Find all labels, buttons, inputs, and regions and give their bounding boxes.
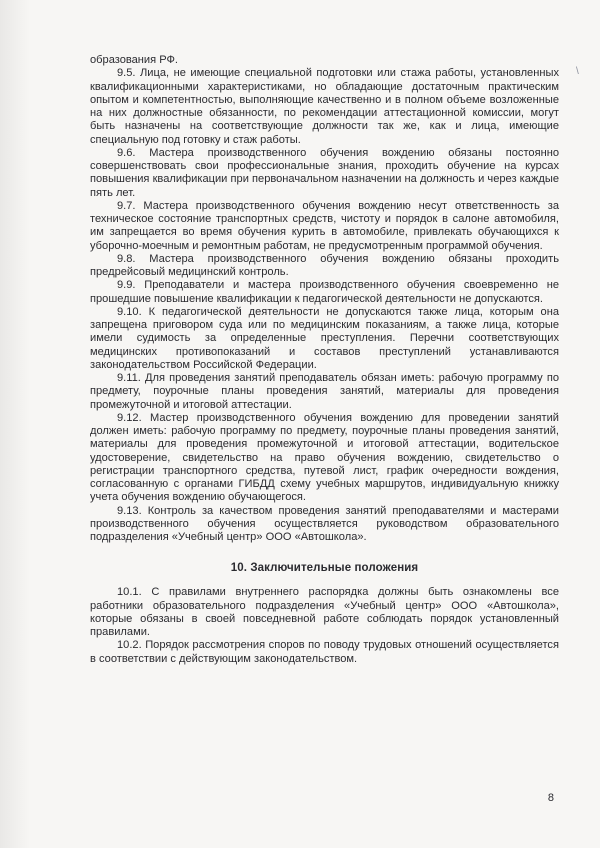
paragraph-9-7: 9.7. Мастера производственного обучения вождению несут ответственность за техническое состояние транспортных средств, чистоту и порядок в салоне автомобиля, им запрещается во время обучения курить в автомобиле, привлекать обучающихся к уборочно-моечным и ремонтным работам, не предусмотренным программой обучения.: [90, 199, 559, 252]
paragraph-9-13: 9.13. Контроль за качеством проведения занятий преподавателями и мастерами производственного обучения осуществляется руководством образовательного подразделения «Учебный центр» ООО «Автошкола».: [90, 504, 559, 543]
paragraph-10-2: 10.2. Порядок рассмотрения споров по поводу трудовых отношений осуществляется в соответствии с действующим законодательством.: [90, 639, 559, 665]
paragraph-9-8: 9.8. Мастера производственного обучения вождению обязаны проходить предрейсовый медицинский контроль.: [90, 252, 559, 278]
paragraph-9-9: 9.9. Преподаватели и мастера производственного обучения своевременно не прошедшие повышение квалификации к педагогической деятельности не допускаются.: [90, 279, 559, 305]
paragraph-10-1: 10.1. С правилами внутреннего распорядка должны быть ознакомлены все работники образовательного подразделения «Учебный центр» ООО «Автошкола», которые обязаны в своей повседневной работе соблюдать порядок установленный правилами.: [90, 586, 559, 638]
lead-line: образования РФ.: [90, 54, 179, 66]
page-number: 8: [547, 792, 554, 804]
paragraph-9-11: 9.11. Для проведения занятий преподаватель обязан иметь: рабочую программу по предмету, поурочные планы проведения занятий, материалы для проведения промежуточной и итоговой аттестации.: [90, 372, 559, 411]
paragraph-9-12: 9.12. Мастер производственного обучения вождению для проведении занятий должен иметь: рабочую программу по предмету, поурочные планы проведения занятий, материалы для проведения промежуточной и итоговой аттестации, водительское удостоверение, свидетельство на право обучения вождению, свидетельство о регистрации транспортного средства, путевой лист, график очередности вождения, согласованную с органами ГИБДД схему учебных маршрутов, индивидуальную книжку учета обучения вождению обучающегося.: [90, 411, 559, 504]
section-title: 10. Заключительные положения: [230, 562, 419, 575]
scan-speck: \: [576, 66, 579, 77]
paragraph-9-6: 9.6. Мастера производственного обучения вождению обязаны постоянно совершенствовать свои профессиональные знания, проходить обучение на курсах повышения квалификации при первоначальном назначении на должность и через каждые пять лет.: [90, 146, 559, 199]
paragraph-9-10: 9.10. К педагогической деятельности не допускаются также лица, которым она запрещена приговором суда или по медицинским показаниям, а также лица, которые имели судимость за определенные преступления. Перечни соответствующих медицинских противопоказаний и составов преступлений устанавливаются законодательством Российской Федерации.: [90, 305, 559, 371]
paragraph-9-5: 9.5. Лица, не имеющие специальной подготовки или стажа работы, установленных квалификационными характеристиками, но обладающие достаточным практическим опытом и компетентностью, выполняющие качественно и в полном объеме возложенные на них должностные обязанности, по рекомендации аттестационной комиссии, могут быть назначены на соответствующие должности так же, как и лица, имеющие специальную под готовку и стаж работы.: [90, 67, 559, 146]
